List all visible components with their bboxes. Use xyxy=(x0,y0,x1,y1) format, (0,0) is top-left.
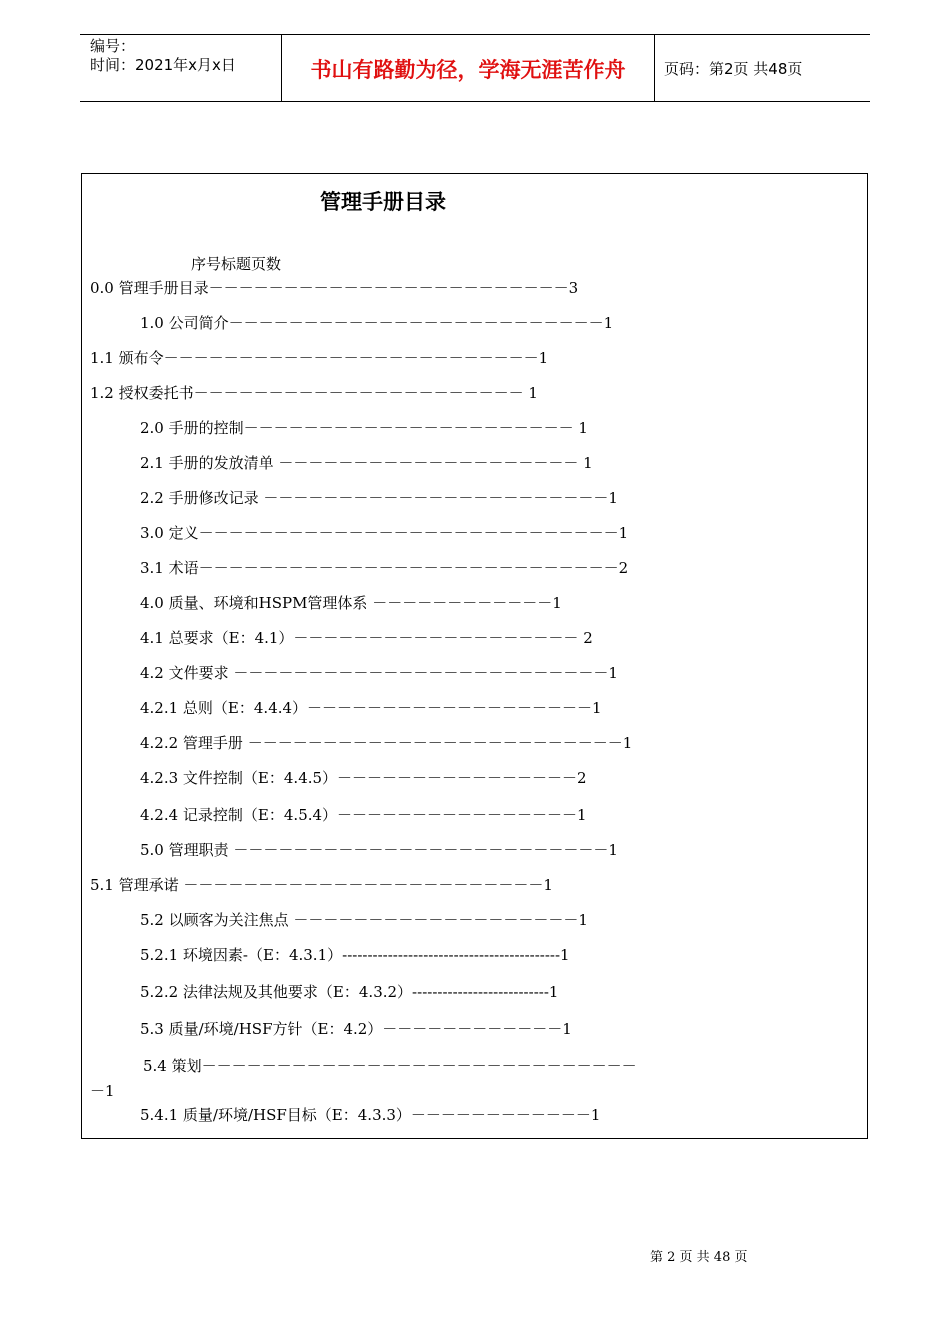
toc-entry: 1.1 颁布令－－－－－－－－－－－－－－－－－－－－－－－－－1 xyxy=(90,349,549,367)
toc-entry: 1.2 授权委托书－－－－－－－－－－－－－－－－－－－－－－ 1 xyxy=(90,384,538,402)
toc-entry: 4.1 总要求（E：4.1）－－－－－－－－－－－－－－－－－－－ 2 xyxy=(140,629,593,647)
header-page-label: 页码：第2页 共48页 xyxy=(664,60,803,78)
header-divider-right xyxy=(654,34,655,102)
toc-entry: －1 xyxy=(90,1082,115,1100)
toc-entry: 5.2 以顾客为关注焦点 －－－－－－－－－－－－－－－－－－－1 xyxy=(140,911,588,929)
header-top-border xyxy=(80,34,870,35)
toc-entry: 0.0 管理手册目录－－－－－－－－－－－－－－－－－－－－－－－－3 xyxy=(90,279,579,297)
header-number-label: 编号： xyxy=(90,37,136,55)
toc-entry: 2.2 手册修改记录 －－－－－－－－－－－－－－－－－－－－－－－1 xyxy=(140,489,618,507)
toc-entry: 5.0 管理职责 －－－－－－－－－－－－－－－－－－－－－－－－－1 xyxy=(140,841,618,859)
toc-entry: 5.4 策划－－－－－－－－－－－－－－－－－－－－－－－－－－－－－ xyxy=(143,1057,637,1075)
document-title: 管理手册目录 xyxy=(320,190,446,214)
toc-entry: 5.4.1 质量/环境/HSF目标（E：4.3.3）－－－－－－－－－－－－1 xyxy=(140,1106,601,1124)
toc-entry: 4.2.1 总则（E：4.4.4）－－－－－－－－－－－－－－－－－－－1 xyxy=(140,699,602,717)
page-footer: 第 2 页 共 48 页 xyxy=(650,1250,748,1265)
toc-entry: 4.2.2 管理手册 －－－－－－－－－－－－－－－－－－－－－－－－－1 xyxy=(140,734,633,752)
toc-entry: 5.2.2 法律法规及其他要求（E：4.3.2）---------------------------1 xyxy=(140,983,559,1001)
toc-entry: 3.1 术语－－－－－－－－－－－－－－－－－－－－－－－－－－－－2 xyxy=(140,559,629,577)
toc-entry: 4.2 文件要求 －－－－－－－－－－－－－－－－－－－－－－－－－1 xyxy=(140,664,618,682)
toc-entry: 4.2.4 记录控制（E：4.5.4）－－－－－－－－－－－－－－－－1 xyxy=(140,806,587,824)
toc-entry: 5.3 质量/环境/HSF方针（E：4.2）－－－－－－－－－－－－1 xyxy=(140,1020,572,1038)
toc-entry: 2.0 手册的控制－－－－－－－－－－－－－－－－－－－－－－ 1 xyxy=(140,419,588,437)
toc-entry: 5.2.1 环境因素-（E：4.3.1）-------------------------------------------1 xyxy=(140,946,570,964)
toc-entry: 3.0 定义－－－－－－－－－－－－－－－－－－－－－－－－－－－－1 xyxy=(140,524,629,542)
toc-column-header: 序号标题页数 xyxy=(191,255,282,273)
header-date-label: 时间：2021年x月x日 xyxy=(90,56,236,74)
toc-entry: 4.0 质量、环境和HSPM管理体系 －－－－－－－－－－－－1 xyxy=(140,594,562,612)
toc-entry: 1.0 公司简介－－－－－－－－－－－－－－－－－－－－－－－－－1 xyxy=(140,314,614,332)
toc-entry: 5.1 管理承诺 －－－－－－－－－－－－－－－－－－－－－－－－1 xyxy=(90,876,553,894)
header-bottom-border xyxy=(80,101,870,102)
toc-entry: 2.1 手册的发放清单 －－－－－－－－－－－－－－－－－－－－ 1 xyxy=(140,454,593,472)
header-motto: 书山有路勤为径，学海无涯苦作舟 xyxy=(310,58,626,82)
toc-entry: 4.2.3 文件控制（E：4.4.5）－－－－－－－－－－－－－－－－2 xyxy=(140,769,587,787)
